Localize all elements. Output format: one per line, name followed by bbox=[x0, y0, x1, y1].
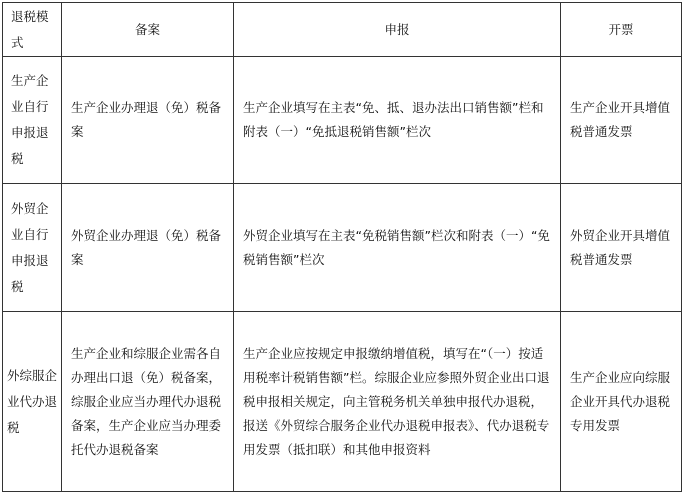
row-filing-text: 生产企业和综服企业需各自办理出口退（免）税备案， 综服企业应当办理代办退税备案，生产企业应当办理委托代办退税备案 bbox=[71, 345, 222, 457]
row-declare-text: 生产企业填写在主表“免、抵、退办法出口销售额”栏和附表（一）“免抵退税销售额”栏次 bbox=[243, 100, 544, 139]
row-mode-text: 外贸企业自行申报退税 bbox=[11, 200, 49, 294]
row-filing-text: 外贸企业办理退（免）税备案 bbox=[71, 227, 222, 267]
header-declare: 申报 bbox=[234, 3, 561, 57]
table-row bbox=[3, 57, 682, 184]
row-mode-cell bbox=[3, 184, 62, 312]
row-mode-text: 生产企业自行申报退税 bbox=[11, 73, 49, 166]
row-filing-cell bbox=[62, 184, 234, 312]
table-row bbox=[3, 184, 682, 312]
row-declare-text: 外贸企业填写在主表“免税销售额”栏次和附表（一）“免税销售额”栏次 bbox=[243, 227, 550, 267]
row-declare-cell bbox=[234, 184, 561, 312]
row-invoice-text: 外贸企业开具增值税普通发票 bbox=[570, 227, 671, 267]
row-invoice-text: 生产企业开具增值税普通发票 bbox=[570, 100, 671, 139]
export-tax-refund-table bbox=[2, 2, 682, 492]
row-filing-text: 生产企业办理退（免）税备案 bbox=[71, 100, 222, 139]
row-declare-cell bbox=[234, 57, 561, 184]
header-invoice: 开票 bbox=[561, 3, 682, 57]
row-invoice-cell bbox=[561, 184, 682, 312]
header-mode-text: 退税模式 bbox=[11, 8, 49, 50]
row-declare-text: 生产企业应按规定申报缴纳增值税，填写在“（一）按适用税率计税销售额”栏。综服企业应参照外贸企业出口退税申报相关规定，向主管税务机关单独申报代办退税，报送《外贸综合服务企业代办退税申报表》、代办退税专用发票（抵扣联）和其他申报资料 bbox=[243, 345, 550, 457]
row-filing-cell bbox=[62, 312, 234, 492]
row-invoice-text: 生产企业应向综服企业开具代办退税专用发票 bbox=[570, 369, 671, 433]
row-mode-text: 外综服企业代办退税 bbox=[7, 367, 58, 435]
header-row bbox=[3, 3, 682, 57]
header-filing: 备案 bbox=[62, 3, 234, 57]
row-mode-cell bbox=[3, 312, 62, 492]
row-filing-cell bbox=[62, 57, 234, 184]
header-mode bbox=[3, 3, 62, 57]
table-row bbox=[3, 312, 682, 492]
row-invoice-cell bbox=[561, 312, 682, 492]
row-declare-cell bbox=[234, 312, 561, 492]
row-invoice-cell bbox=[561, 57, 682, 184]
row-mode-cell bbox=[3, 57, 62, 184]
